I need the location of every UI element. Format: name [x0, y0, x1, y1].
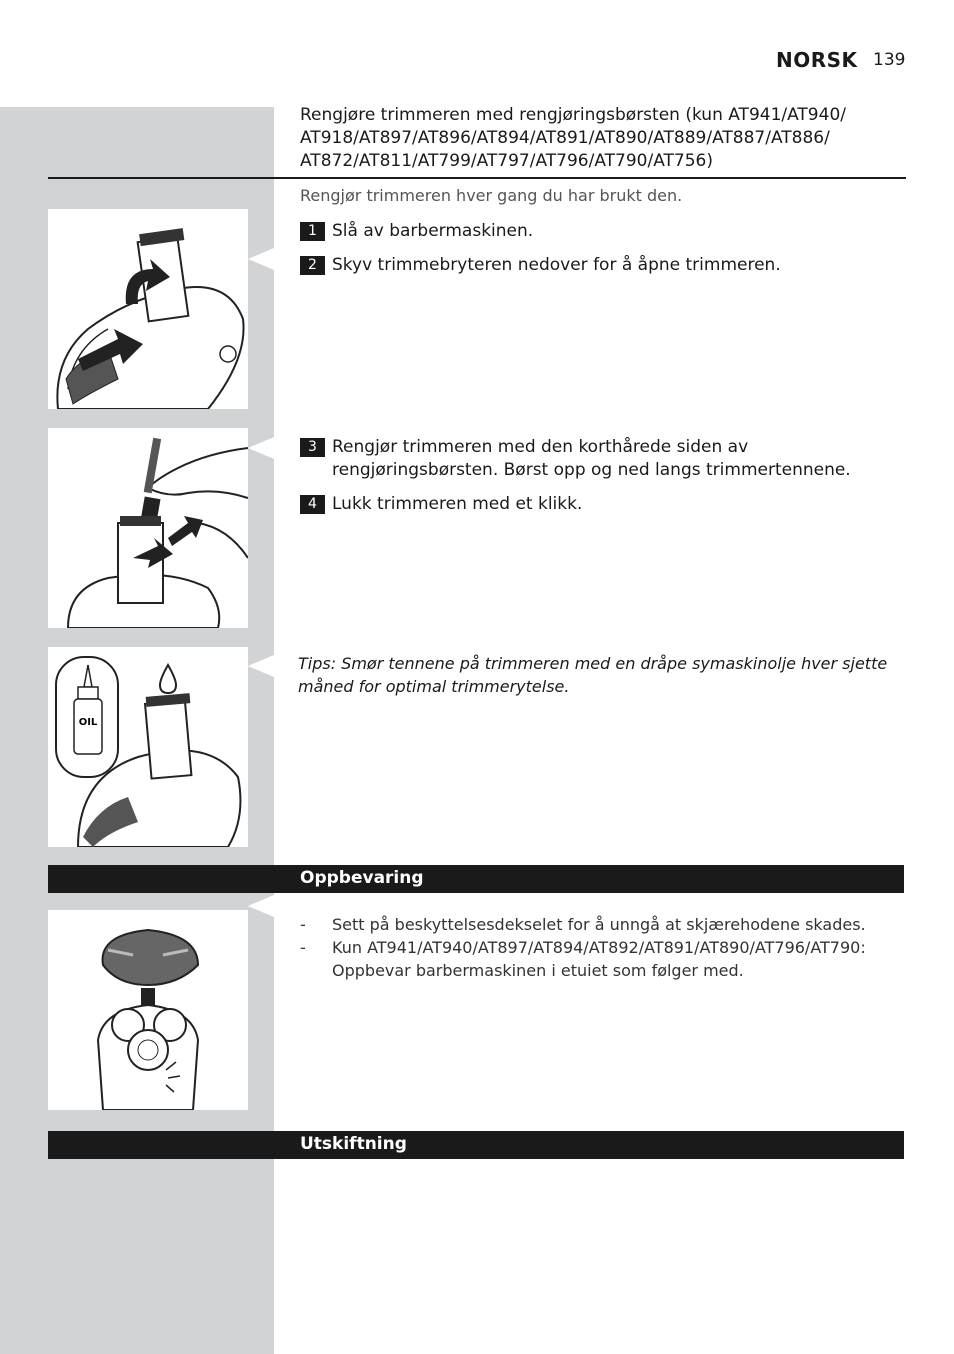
step-number: 3	[300, 438, 325, 457]
step-number: 1	[300, 222, 325, 241]
step-number: 4	[300, 495, 325, 514]
oil-label: OIL	[78, 717, 98, 728]
protection-cap-illustration	[48, 910, 248, 1110]
step-text: Slå av barbermaskinen.	[332, 221, 534, 241]
section-heading: Utskiftning	[300, 1134, 407, 1154]
shaver-trimmer-open-illustration	[48, 209, 248, 409]
title-rule	[48, 177, 906, 179]
figure-protection-cap	[48, 910, 248, 1110]
figure-pointer	[248, 655, 274, 677]
tip-text: Tips: Smør tennene på trimmeren med en dråpe symaskinolje hver sjette måned for optimal trimmerytelse.	[298, 654, 888, 696]
figure-open-trimmer	[48, 209, 248, 409]
step-3	[300, 436, 906, 482]
bullet-text: Kun AT941/AT940/AT897/AT894/AT892/AT891/AT890/AT796/AT790: Oppbevar barbermaskinen i etuiet som følger med.	[332, 938, 866, 980]
bullet-dash: -	[300, 938, 306, 957]
figure-brush-trimmer	[48, 428, 248, 628]
figure-pointer	[248, 248, 274, 270]
step-text: Lukk trimmeren med et klikk.	[332, 494, 583, 514]
page-number: 139	[873, 50, 906, 70]
language-header: NORSK	[776, 48, 858, 72]
step-4	[300, 493, 906, 516]
step-text: Skyv trimmebryteren nedover for å åpne trimmeren.	[332, 255, 781, 275]
oil-bottle-illustration	[48, 647, 248, 847]
bullet-dash: -	[300, 915, 306, 934]
figure-oil-trimmer	[48, 647, 248, 847]
figure-pointer	[248, 437, 274, 459]
step-number: 2	[300, 256, 325, 275]
intro-text: Rengjør trimmeren hver gang du har brukt den.	[300, 186, 683, 205]
list-item	[300, 936, 906, 982]
section-bar-replacement	[48, 1131, 904, 1159]
section-title: Rengjøre trimmeren med rengjøringsbørsten (kun AT941/AT940/ AT918/AT897/AT896/AT894/AT891/AT890/AT889/AT887/AT886/ AT872/AT811/AT799/AT797/AT796/AT790/AT756)	[300, 105, 846, 171]
brush-cleaning-illustration	[48, 428, 248, 628]
storage-list	[300, 913, 906, 982]
step-text: Rengjør trimmeren med den korthårede siden av rengjøringsbørsten. Børst opp og ned langs trimmertennene.	[332, 437, 851, 480]
list-item	[300, 913, 906, 936]
section-heading: Oppbevaring	[300, 868, 424, 888]
figure-pointer	[248, 895, 274, 917]
step-1	[300, 220, 906, 243]
section-bar-storage	[48, 865, 904, 893]
step-2	[300, 254, 906, 277]
bullet-text: Sett på beskyttelsesdekselet for å unngå at skjærehodene skades.	[332, 915, 866, 934]
